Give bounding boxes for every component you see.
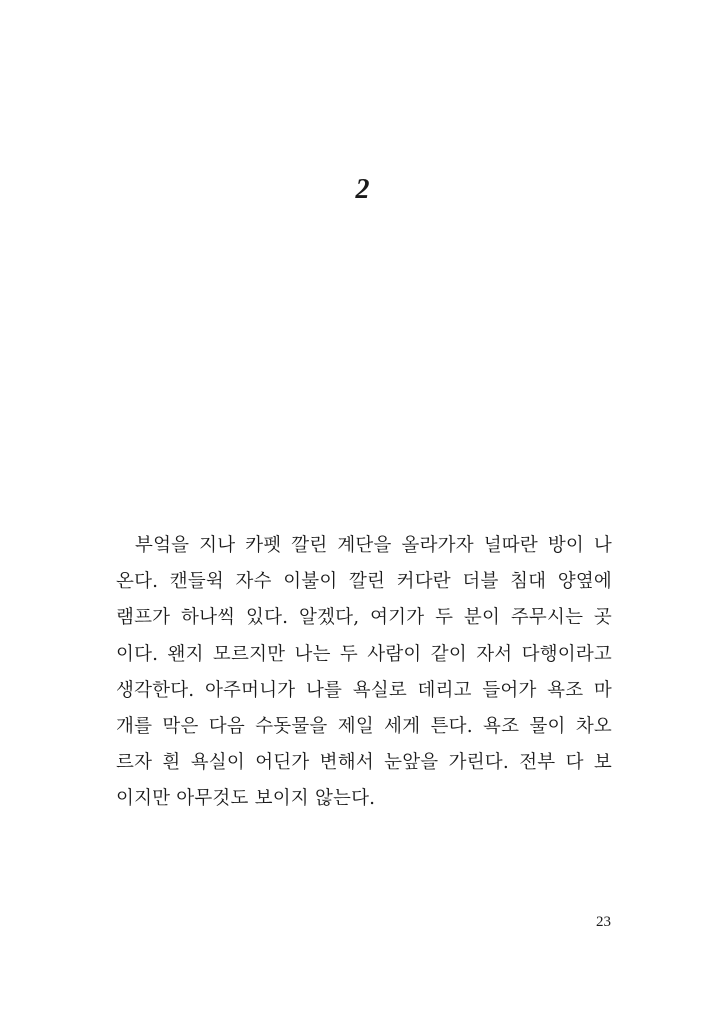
paragraph-line: 생각한다. 아주머니가 나를 욕실로 데리고 들어가 욕조 마	[116, 679, 612, 701]
page-number: 23	[596, 914, 611, 930]
chapter-number: 2	[355, 174, 370, 205]
paragraph-line: 르자 흰 욕실이 어딘가 변해서 눈앞을 가린다. 전부 다 보	[116, 752, 612, 774]
paragraph-line: 램프가 하나씩 있다. 알겠다, 여기가 두 분이 주무시는 곳	[116, 607, 612, 629]
paragraph-line: 이다. 왠지 모르지만 나는 두 사람이 같이 자서 다행이라고	[116, 643, 612, 665]
paragraph-line: 이지만 아무것도 보이지 않는다.	[116, 788, 376, 810]
body-paragraph	[116, 528, 612, 818]
paragraph-line: 부엌을 지나 카펫 깔린 계단을 올라가자 널따란 방이 나	[135, 535, 612, 556]
paragraph-line: 온다. 캔들윅 자수 이불이 깔린 커다란 더블 침대 양옆에	[116, 571, 612, 593]
paragraph-line: 개를 막은 다음 수돗물을 제일 세게 튼다. 욕조 물이 차오	[116, 716, 612, 738]
